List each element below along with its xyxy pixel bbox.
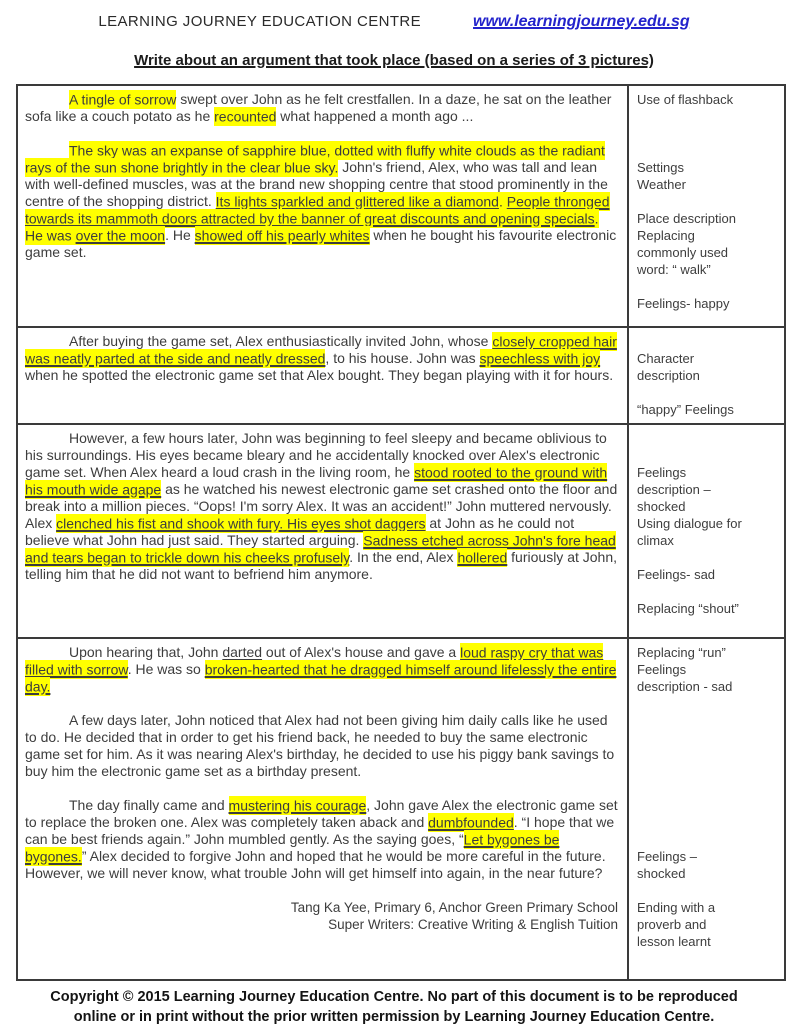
text-run: out of Alex's house and gave a [262, 644, 461, 660]
text-run: what happened a month ago ... [276, 108, 474, 124]
composition-cell [17, 327, 628, 424]
composition-cell [17, 85, 628, 327]
annotation [637, 729, 780, 746]
author-attribution [25, 899, 618, 933]
annotation: Replacing “run” [637, 645, 726, 660]
paragraph [25, 91, 618, 125]
underlined-text: People thronged towards its mammoth doors attracted by the banner of great discounts and opening specials [25, 193, 610, 226]
annotation [637, 278, 780, 295]
annotation: lesson learnt [637, 934, 711, 949]
annotation: commonly used [637, 245, 729, 260]
attribution-line: Super Writers: Creative Writing & English Tuition [328, 917, 618, 932]
table-row [17, 85, 785, 327]
highlighted-text [428, 813, 514, 832]
annotation [637, 142, 780, 159]
underlined-text: darted [222, 644, 263, 660]
highlighted-text [195, 226, 370, 245]
annotation [637, 333, 780, 350]
table-row [17, 327, 785, 424]
paragraph [25, 142, 618, 261]
text-run: A few days later, John noticed that Alex had not been giving him daily calls like he used to do. He decided that in order to get his friend back, he needed to buy the same electronic game set for him. As it was nearing Alex's birthday, he decided to use his piggy bank savings to buy him the electronic game set as a birthday present. [25, 712, 615, 779]
annotation [637, 763, 780, 780]
text-run: . He [165, 227, 195, 243]
text-run: . “I hope that we can be best friends again.” John mumbled gently. As the saying goes, “ [25, 814, 615, 847]
page-title: Write about an argument that took place (based on a series of 3 pictures) [134, 52, 654, 69]
annotation: Character [637, 351, 695, 366]
underlined-text: loud raspy cry that was filled with sorrow [25, 644, 604, 677]
text-run: Upon hearing that, John [69, 644, 223, 660]
underlined-text: clenched his fist and shook with fury. His eyes shot daggers [56, 515, 426, 531]
annotation-cell [628, 327, 785, 424]
annotation: Feelings- happy [637, 296, 730, 311]
highlighted-text [76, 226, 166, 245]
underlined-text: stood rooted to the ground with his mouth wide agape [25, 464, 608, 497]
annotation: Replacing [637, 228, 695, 243]
text-run: . In the end, Alex [349, 549, 458, 565]
annotation [637, 108, 780, 125]
annotation: Use of flashback [637, 92, 734, 107]
annotation [637, 125, 780, 142]
annotation: Feelings [637, 662, 687, 677]
underlined-text: speechless with joy [479, 350, 601, 366]
annotation [637, 384, 780, 401]
annotation: word: “ walk” [637, 262, 711, 277]
paragraph [25, 430, 618, 583]
attribution-line: Tang Ka Yee, Primary 6, Anchor Green Primary School [290, 900, 618, 915]
highlighted-text [480, 349, 601, 368]
text-run: swept over John as he felt crestfallen. In a daze, he sat on the leather sofa like a couch potato as he [25, 91, 612, 124]
annotation [637, 447, 780, 464]
annotation [637, 882, 780, 899]
annotation: proverb and [637, 917, 707, 932]
text-run: as he watched his newest electronic game set crashed onto the floor and break into a million pieces. “Oops! I'm sorry Alex. It was an accident!” John muttered nervously. Alex [25, 481, 618, 531]
composition-cell [17, 424, 628, 638]
underlined-text: Sadness etched across John's fore head and tears began to trickle down his cheeks profusely [25, 532, 616, 565]
annotation: Feelings [637, 465, 687, 480]
annotation [637, 430, 780, 447]
text-run: , John gave Alex the electronic game set to replace the broken one. Alex was completely taken aback and [25, 797, 618, 830]
annotation: description – [637, 482, 711, 497]
underlined-text: dumbfounded [428, 814, 514, 830]
paragraph [25, 797, 618, 882]
document-header [0, 0, 788, 31]
text-run: John's friend, Alex, who was tall and lean with well-defined muscles, was at the brand new shopping centre that stood prominently in the centre of the shopping district. [25, 159, 608, 209]
text-run: , to his house. John was [325, 350, 480, 366]
underlined-text: mustering his courage [228, 797, 367, 813]
annotation: Replacing “shout” [637, 601, 739, 616]
annotation [637, 814, 780, 831]
underlined-text: hollered [457, 549, 508, 565]
composition-table-body [17, 85, 785, 980]
website-link[interactable]: www.learningjourney.edu.sg [473, 13, 690, 30]
text-run: After buying the game set, Alex enthusiastically invited John, whose [69, 333, 493, 349]
annotation: Settings [637, 160, 684, 175]
text-run: However, a few hours later, John was beginning to feel sleepy and became oblivious to his surroundings. His eyes became bleary and he accidentally knocked over Alex's electronic game set. When Alex heard a loud crash in the living room, he [25, 430, 607, 480]
annotation [637, 797, 780, 814]
text-run: furiously at John, telling him that he did not want to befriend him anymore. [25, 549, 618, 582]
highlighted-text [229, 796, 367, 815]
annotation: Place description [637, 211, 736, 226]
annotation-cell [628, 638, 785, 980]
annotation [637, 831, 780, 848]
highlighted-text: recounted [214, 108, 277, 124]
paragraph [25, 644, 618, 695]
text-run: The day finally came and [69, 797, 229, 813]
copyright-text: Copyright © 2015 Learning Journey Education Centre. No part of this document is to be reproduced online or in print without the prior written permission by Learning Journey Education Centre. [50, 989, 738, 1024]
underlined-text: closely cropped hair was neatly parted at the side and neatly dressed [25, 333, 617, 366]
underlined-text: Let bygones be bygones. [25, 831, 560, 864]
annotation-cell [628, 85, 785, 327]
highlighted-text: The sky was an expanse of sapphire blue, dotted with fluffy white clouds as the radiant rays of the sun shone brightly in the clear blue sky. [25, 142, 605, 175]
paragraph [25, 333, 618, 384]
highlighted-text [457, 548, 507, 567]
annotation: Weather [637, 177, 686, 192]
annotation [637, 549, 780, 566]
highlighted-text: . [498, 193, 507, 209]
underlined-text: showed off his pearly whites [194, 227, 370, 243]
annotation [637, 583, 780, 600]
underlined-text: over the moon [75, 227, 166, 243]
table-row [17, 638, 785, 980]
annotation [637, 695, 780, 712]
annotation: climax [637, 533, 674, 548]
text-run: ” Alex decided to forgive John and hoped that he would be more careful in the future. However, we will never know, what trouble John will get himself into again, in the near future? [25, 848, 606, 881]
annotation: shocked [637, 866, 686, 881]
annotation: Feelings- sad [637, 567, 716, 582]
composition-table [16, 84, 786, 981]
annotation: Ending with a [637, 900, 716, 915]
composition-cell [17, 638, 628, 980]
annotation: Feelings – [637, 849, 697, 864]
annotation-cell [628, 424, 785, 638]
text-run: . He was so [127, 661, 205, 677]
paragraph [25, 712, 618, 780]
highlighted-text: . He was [25, 210, 599, 243]
annotation: shocked [637, 499, 686, 514]
text-run: when he spotted the electronic game set that Alex bought. They began playing with it for hours. [25, 367, 614, 383]
underlined-text: broken-hearted that he dragged himself around lifelessly the entire day. [25, 661, 617, 694]
highlighted-text [216, 192, 499, 211]
underlined-text: Its lights sparkled and glittered like a diamond [215, 193, 499, 209]
annotation [637, 712, 780, 729]
annotation [637, 780, 780, 797]
annotation [637, 193, 780, 210]
highlighted-text: A tingle of sorrow [69, 91, 177, 107]
table-row [17, 424, 785, 638]
annotation: description [637, 368, 700, 383]
annotation: Using dialogue for [637, 516, 742, 531]
annotation [637, 746, 780, 763]
highlighted-text [56, 514, 425, 533]
annotation: description - sad [637, 679, 733, 694]
text-run: at John as he could not believe what John had just said. They started arguing. [25, 515, 575, 548]
text-run: when he bought his favourite electronic game set. [25, 227, 617, 260]
brand-name: LEARNING JOURNEY EDUCATION CENTRE [98, 13, 422, 30]
annotation: “happy” Feelings [637, 402, 734, 417]
text-run [222, 644, 262, 660]
